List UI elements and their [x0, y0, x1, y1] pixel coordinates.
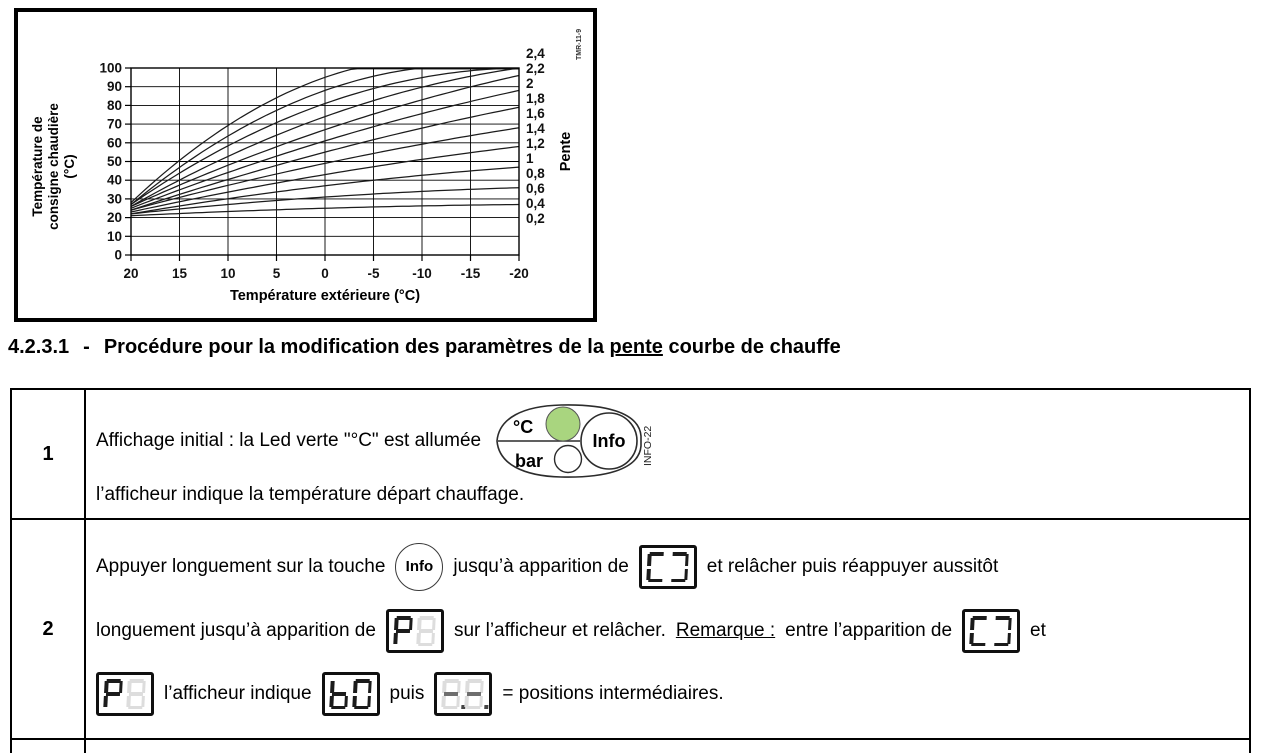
svg-text:(°C): (°C): [62, 154, 77, 179]
svg-text:70: 70: [106, 116, 122, 132]
panel-degc-label: °C: [513, 417, 534, 437]
svg-text:10: 10: [220, 266, 236, 281]
step-2-line-3: [96, 672, 1239, 716]
control-panel-icon: [491, 398, 663, 484]
heading-underlined-word: pente: [609, 336, 663, 358]
panel-info-label: Info: [592, 431, 626, 451]
svg-text:50: 50: [106, 154, 122, 169]
svg-text:TMR-11-9: TMR-11-9: [576, 28, 583, 60]
svg-text:1,2: 1,2: [526, 136, 545, 151]
seven-segment-display-dashes: [434, 672, 492, 716]
step-1-content: [86, 390, 1249, 518]
seven-segment-display-end-symbol: [639, 545, 697, 589]
svg-text:0,4: 0,4: [526, 196, 545, 211]
bar-led-icon: [555, 446, 582, 473]
svg-text:2,4: 2,4: [526, 46, 545, 61]
step-2-line-2: [96, 609, 1239, 653]
svg-text:consigne chaudière: consigne chaudière: [46, 103, 61, 230]
step-2-text: = positions intermédiaires.: [502, 682, 724, 704]
step-2-text: entre l’apparition de: [785, 620, 953, 641]
svg-text:20: 20: [106, 210, 122, 226]
svg-text:15: 15: [171, 266, 188, 281]
step-2-content: [86, 520, 1249, 738]
step-2-text: puis: [389, 682, 425, 704]
svg-text:100: 100: [99, 60, 122, 76]
remark-label: Remarque :: [675, 620, 776, 641]
svg-text:-15: -15: [460, 266, 481, 281]
svg-text:2: 2: [526, 76, 534, 91]
svg-text:0,2: 0,2: [526, 211, 545, 226]
table-row-step-1: [12, 390, 1249, 520]
table-row-step-2: [12, 520, 1249, 740]
green-led-icon: [546, 407, 580, 441]
seven-segment-display-end-symbol: [962, 609, 1020, 653]
step-1-text-2: l’afficheur indique la température départ chauffage.: [96, 484, 525, 505]
partial-row-content: [86, 740, 1249, 753]
svg-text:30: 30: [106, 191, 122, 207]
svg-text:40: 40: [106, 172, 122, 188]
step-2-text: et: [1030, 620, 1046, 641]
step-number: [12, 740, 86, 753]
panel-code: INFO-22: [642, 425, 655, 466]
step-1-line-2: [96, 484, 1239, 506]
svg-text:10: 10: [106, 228, 122, 244]
table-row-partial: [12, 740, 1249, 753]
svg-text:-5: -5: [367, 266, 380, 281]
svg-text:5: 5: [272, 266, 281, 281]
step-2-line-1: [96, 543, 1239, 591]
panel-bar-label: bar: [515, 451, 544, 471]
procedure-table: [10, 388, 1251, 753]
step-2-text: sur l’afficheur et relâcher.: [453, 620, 666, 641]
svg-text:0: 0: [114, 247, 122, 263]
svg-text:80: 80: [106, 97, 122, 113]
step-2-text: l’afficheur indique: [164, 682, 312, 704]
svg-text:Température de: Température de: [30, 116, 45, 217]
heating-curves-chart: [14, 8, 597, 322]
step-1-text-1: Affichage initial : la Led verte "°C" est allumée: [96, 430, 482, 451]
svg-text:1,6: 1,6: [526, 106, 545, 121]
svg-text:1: 1: [526, 151, 534, 166]
svg-text:0: 0: [321, 266, 329, 281]
step-number: 1: [12, 390, 86, 518]
section-number: 4.2.3.1: [8, 336, 70, 358]
step-2-text: longuement jusqu’à apparition de: [96, 620, 376, 641]
step-1-line-1: [96, 398, 1239, 484]
heading-dash: -: [83, 336, 90, 358]
info-button-icon: Info: [395, 543, 443, 591]
svg-text:Température extérieure (°C): Température extérieure (°C): [229, 288, 421, 304]
seven-segment-display-P: [386, 609, 444, 653]
heading-text-after: courbe de chauffe: [662, 336, 841, 358]
step-2-text: Appuyer longuement sur la touche: [96, 555, 386, 577]
svg-text:-10: -10: [412, 266, 432, 281]
svg-text:1,4: 1,4: [526, 121, 545, 136]
heating-curves-plot: [18, 12, 593, 318]
svg-text:-20: -20: [509, 266, 529, 281]
svg-text:0,8: 0,8: [526, 166, 545, 181]
step-2-text: et relâcher puis réappuyer aussitôt: [706, 555, 999, 577]
svg-text:20: 20: [123, 266, 139, 281]
step-number: 2: [12, 520, 86, 738]
svg-text:90: 90: [106, 79, 122, 95]
svg-text:1,8: 1,8: [526, 91, 545, 106]
svg-text:2,2: 2,2: [526, 61, 545, 76]
svg-text:Pente: Pente: [558, 131, 574, 172]
seven-segment-display-P: [96, 672, 154, 716]
svg-text:60: 60: [106, 135, 122, 151]
step-2-text: jusqu’à apparition de: [453, 555, 629, 577]
svg-text:0,6: 0,6: [526, 181, 545, 196]
section-heading: [8, 336, 841, 359]
seven-segment-display-60: [322, 672, 380, 716]
heading-text: Procédure pour la modification des paramètres de la: [103, 336, 610, 358]
